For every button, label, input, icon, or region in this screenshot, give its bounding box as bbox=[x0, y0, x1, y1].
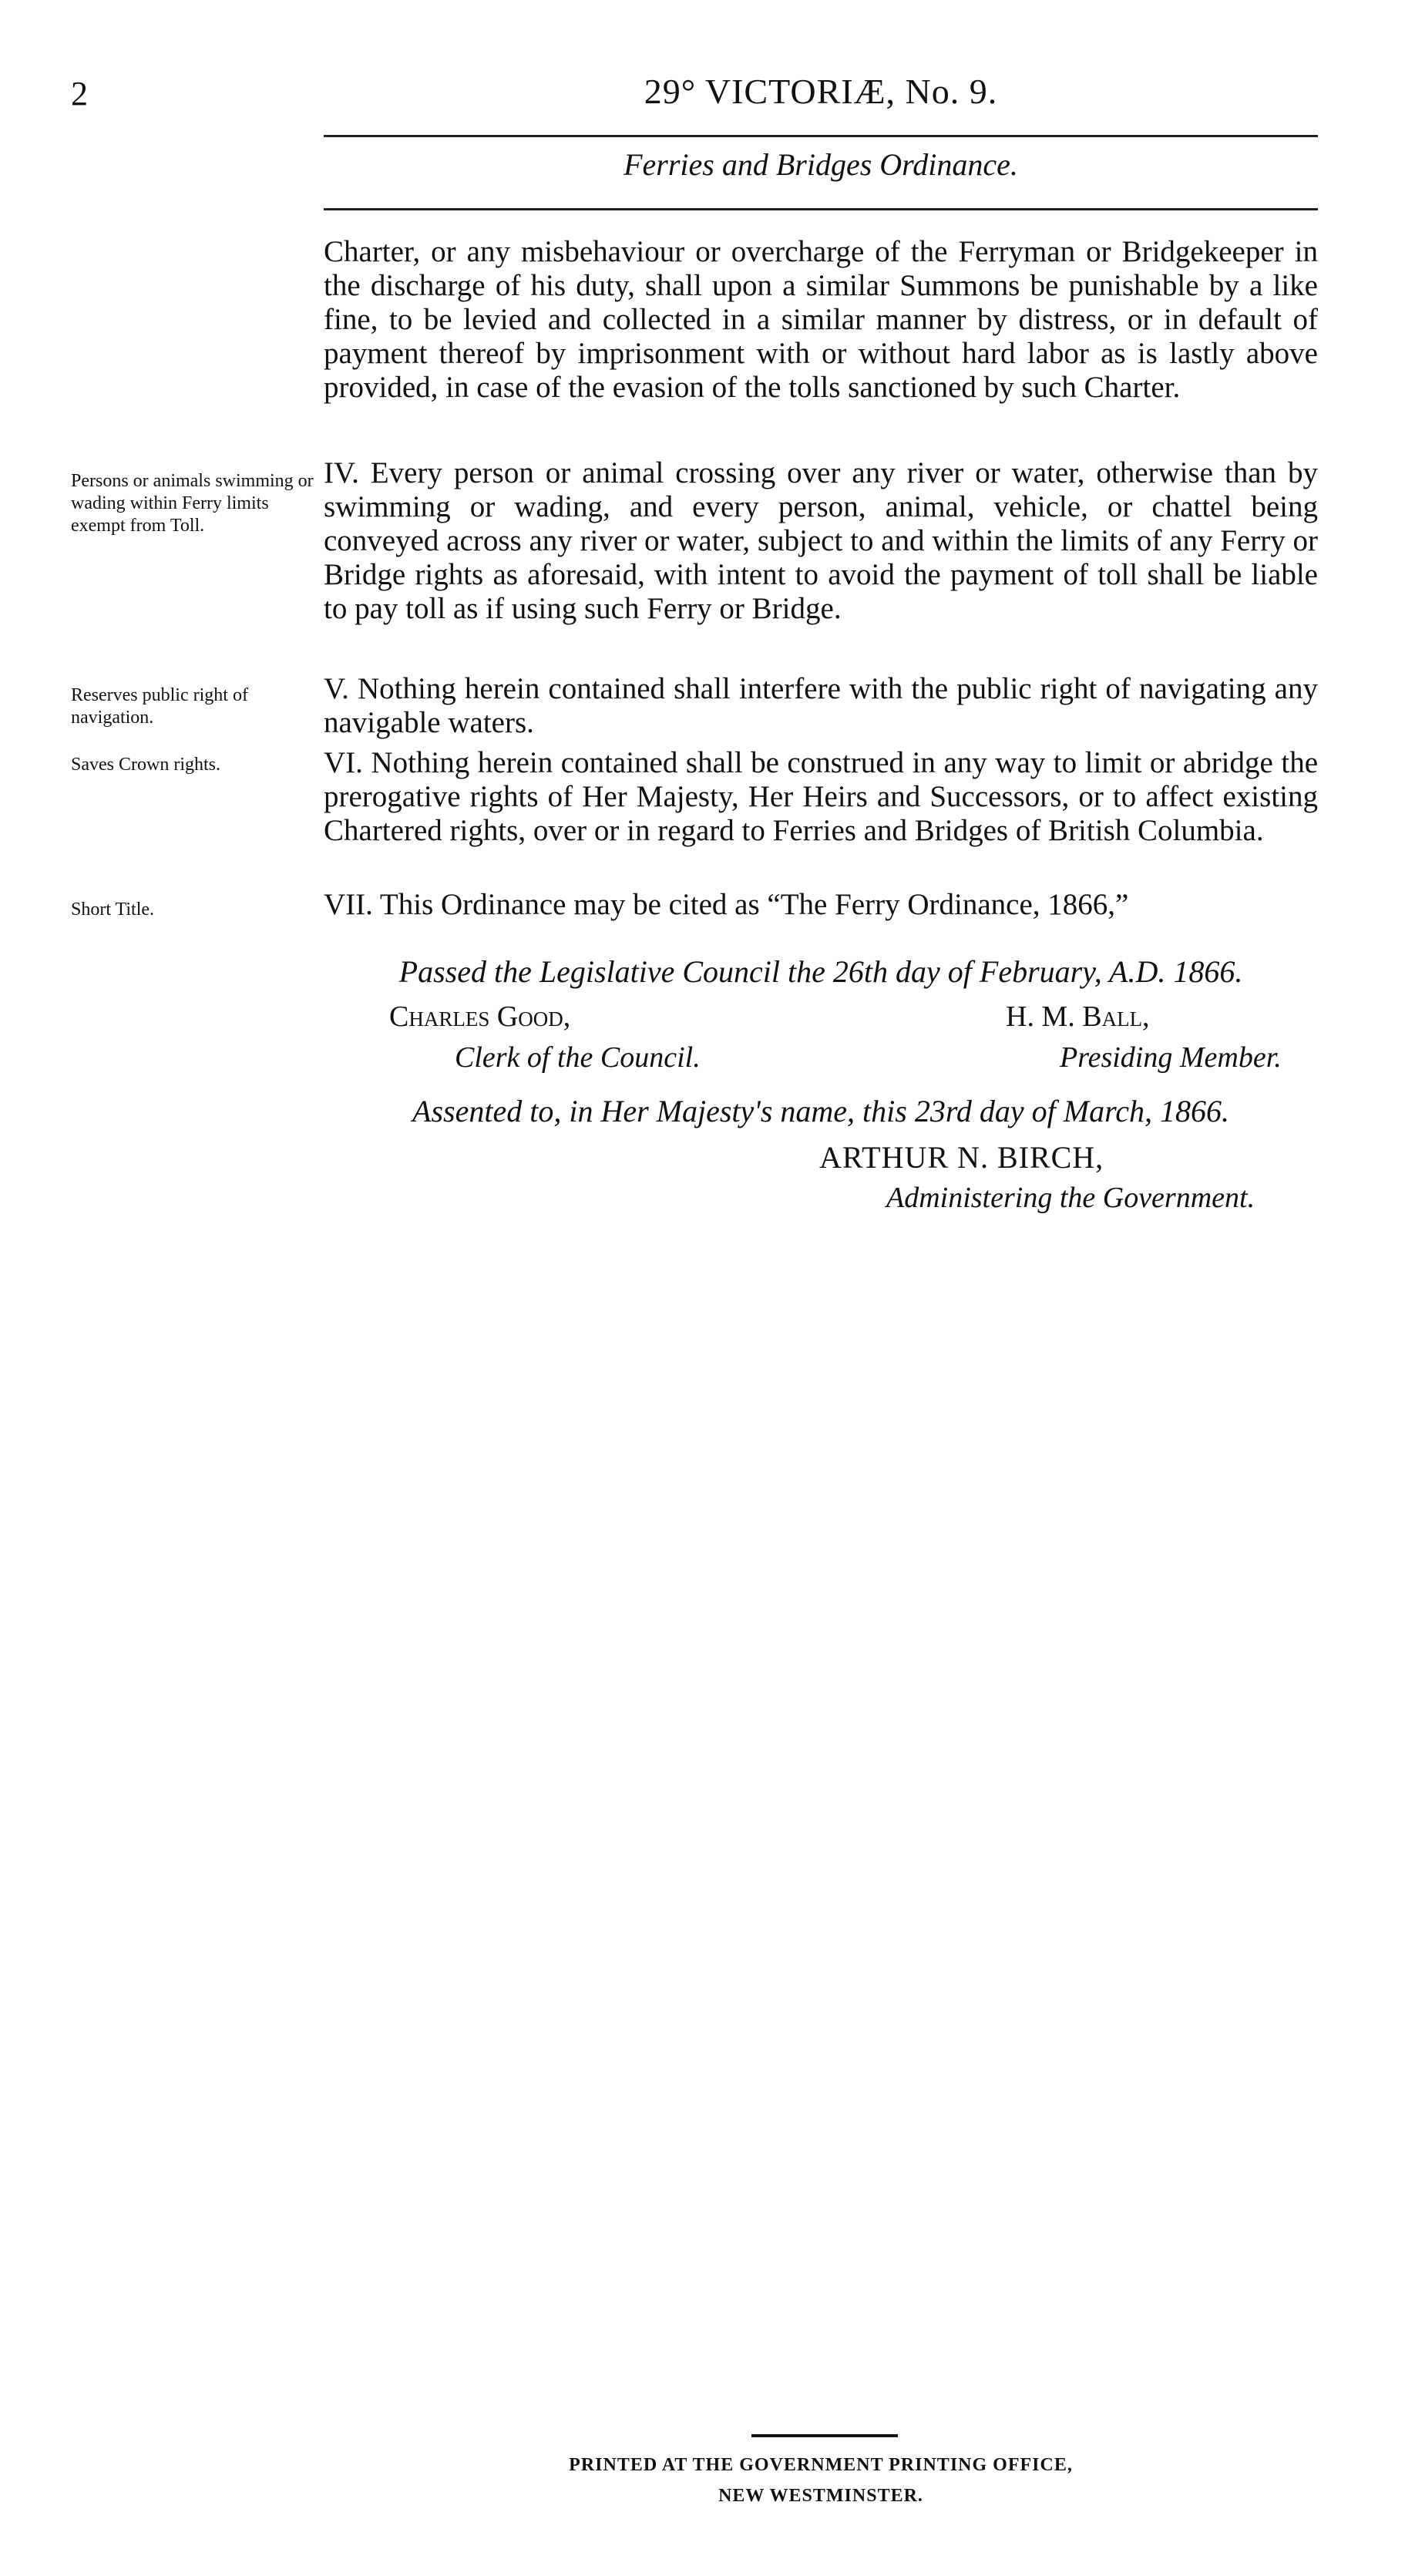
continuation-paragraph bbox=[324, 235, 1318, 405]
section-v-text: V. Nothing herein contained shall interfere with the public right of navigating any navigable waters. bbox=[324, 672, 1318, 739]
margin-note-section-v: Reserves public right of navigation. bbox=[71, 685, 248, 728]
clerk-name: Charles Good, bbox=[389, 1000, 571, 1033]
governor-title: Administering the Government. bbox=[886, 1182, 1255, 1214]
margin-note-section-iv: Persons or animals swimming or wading within Ferry limits exempt from Toll. bbox=[71, 471, 314, 536]
governor-name: ARTHUR N. BIRCH, bbox=[819, 1140, 1104, 1175]
continuation-text: Charter, or any misbehaviour or overcharge of the Ferryman or Bridgekeeper in the discharge of his duty, shall upon a similar Summons be punishable by a like fine, to be levied and collected in a similar manner by distress, or in default of payment thereof by imprisonment with or without hard labor as is lastly above provided, in case of the evasion of the tolls sanctioned by such Charter. bbox=[324, 235, 1318, 404]
section-vii bbox=[324, 888, 1318, 922]
margin-note-section-vi: Saves Crown rights. bbox=[71, 755, 220, 775]
presiding-member-name: H. M. Ball, bbox=[1006, 1000, 1150, 1033]
running-title: 29° VICTORIÆ, No. 9. bbox=[644, 72, 998, 111]
printer-line-2: NEW WESTMINSTER. bbox=[718, 2486, 923, 2506]
margin-note-section-vii: Short Title. bbox=[71, 900, 155, 920]
ordinance-subtitle: Ferries and Bridges Ordinance. bbox=[624, 147, 1018, 182]
printer-line-1: PRINTED AT THE GOVERNMENT PRINTING OFFICE, bbox=[569, 2455, 1073, 2475]
section-vi-text: VI. Nothing herein contained shall be construed in any way to limit or abridge the prerogative rights of Her Majesty, Her Heirs and Successors, or to affect existing Chartered rights, over or in regard to Ferries and Bridges of British Columbia. bbox=[324, 746, 1318, 847]
presiding-member-title: Presiding Member. bbox=[1060, 1041, 1282, 1074]
section-iv bbox=[324, 456, 1318, 626]
passed-line: Passed the Legislative Council the 26th day of February, A.D. 1866. bbox=[398, 954, 1243, 989]
page-number: 2 bbox=[71, 75, 88, 113]
section-v bbox=[324, 672, 1318, 740]
header-rule-top bbox=[324, 135, 1318, 137]
clerk-title: Clerk of the Council. bbox=[455, 1041, 701, 1074]
section-vi bbox=[324, 746, 1318, 848]
header-rule-bottom bbox=[324, 208, 1318, 210]
assented-line: Assented to, in Her Majesty's name, this 23rd day of March, 1866. bbox=[412, 1094, 1229, 1128]
footer-rule bbox=[751, 2434, 898, 2437]
section-iv-text: IV. Every person or animal crossing over any river or water, otherwise than by swimming or wading, and every person, animal, vehicle, or chattel being conveyed across any river or water, subject to and within the limits of any Ferry or Bridge rights as aforesaid, with intent to avoid the payment of toll shall be liable to pay toll as if using such Ferry or Bridge. bbox=[324, 456, 1318, 625]
section-vii-text: VII. This Ordinance may be cited as “The Ferry Ordinance, 1866,” bbox=[324, 888, 1129, 921]
